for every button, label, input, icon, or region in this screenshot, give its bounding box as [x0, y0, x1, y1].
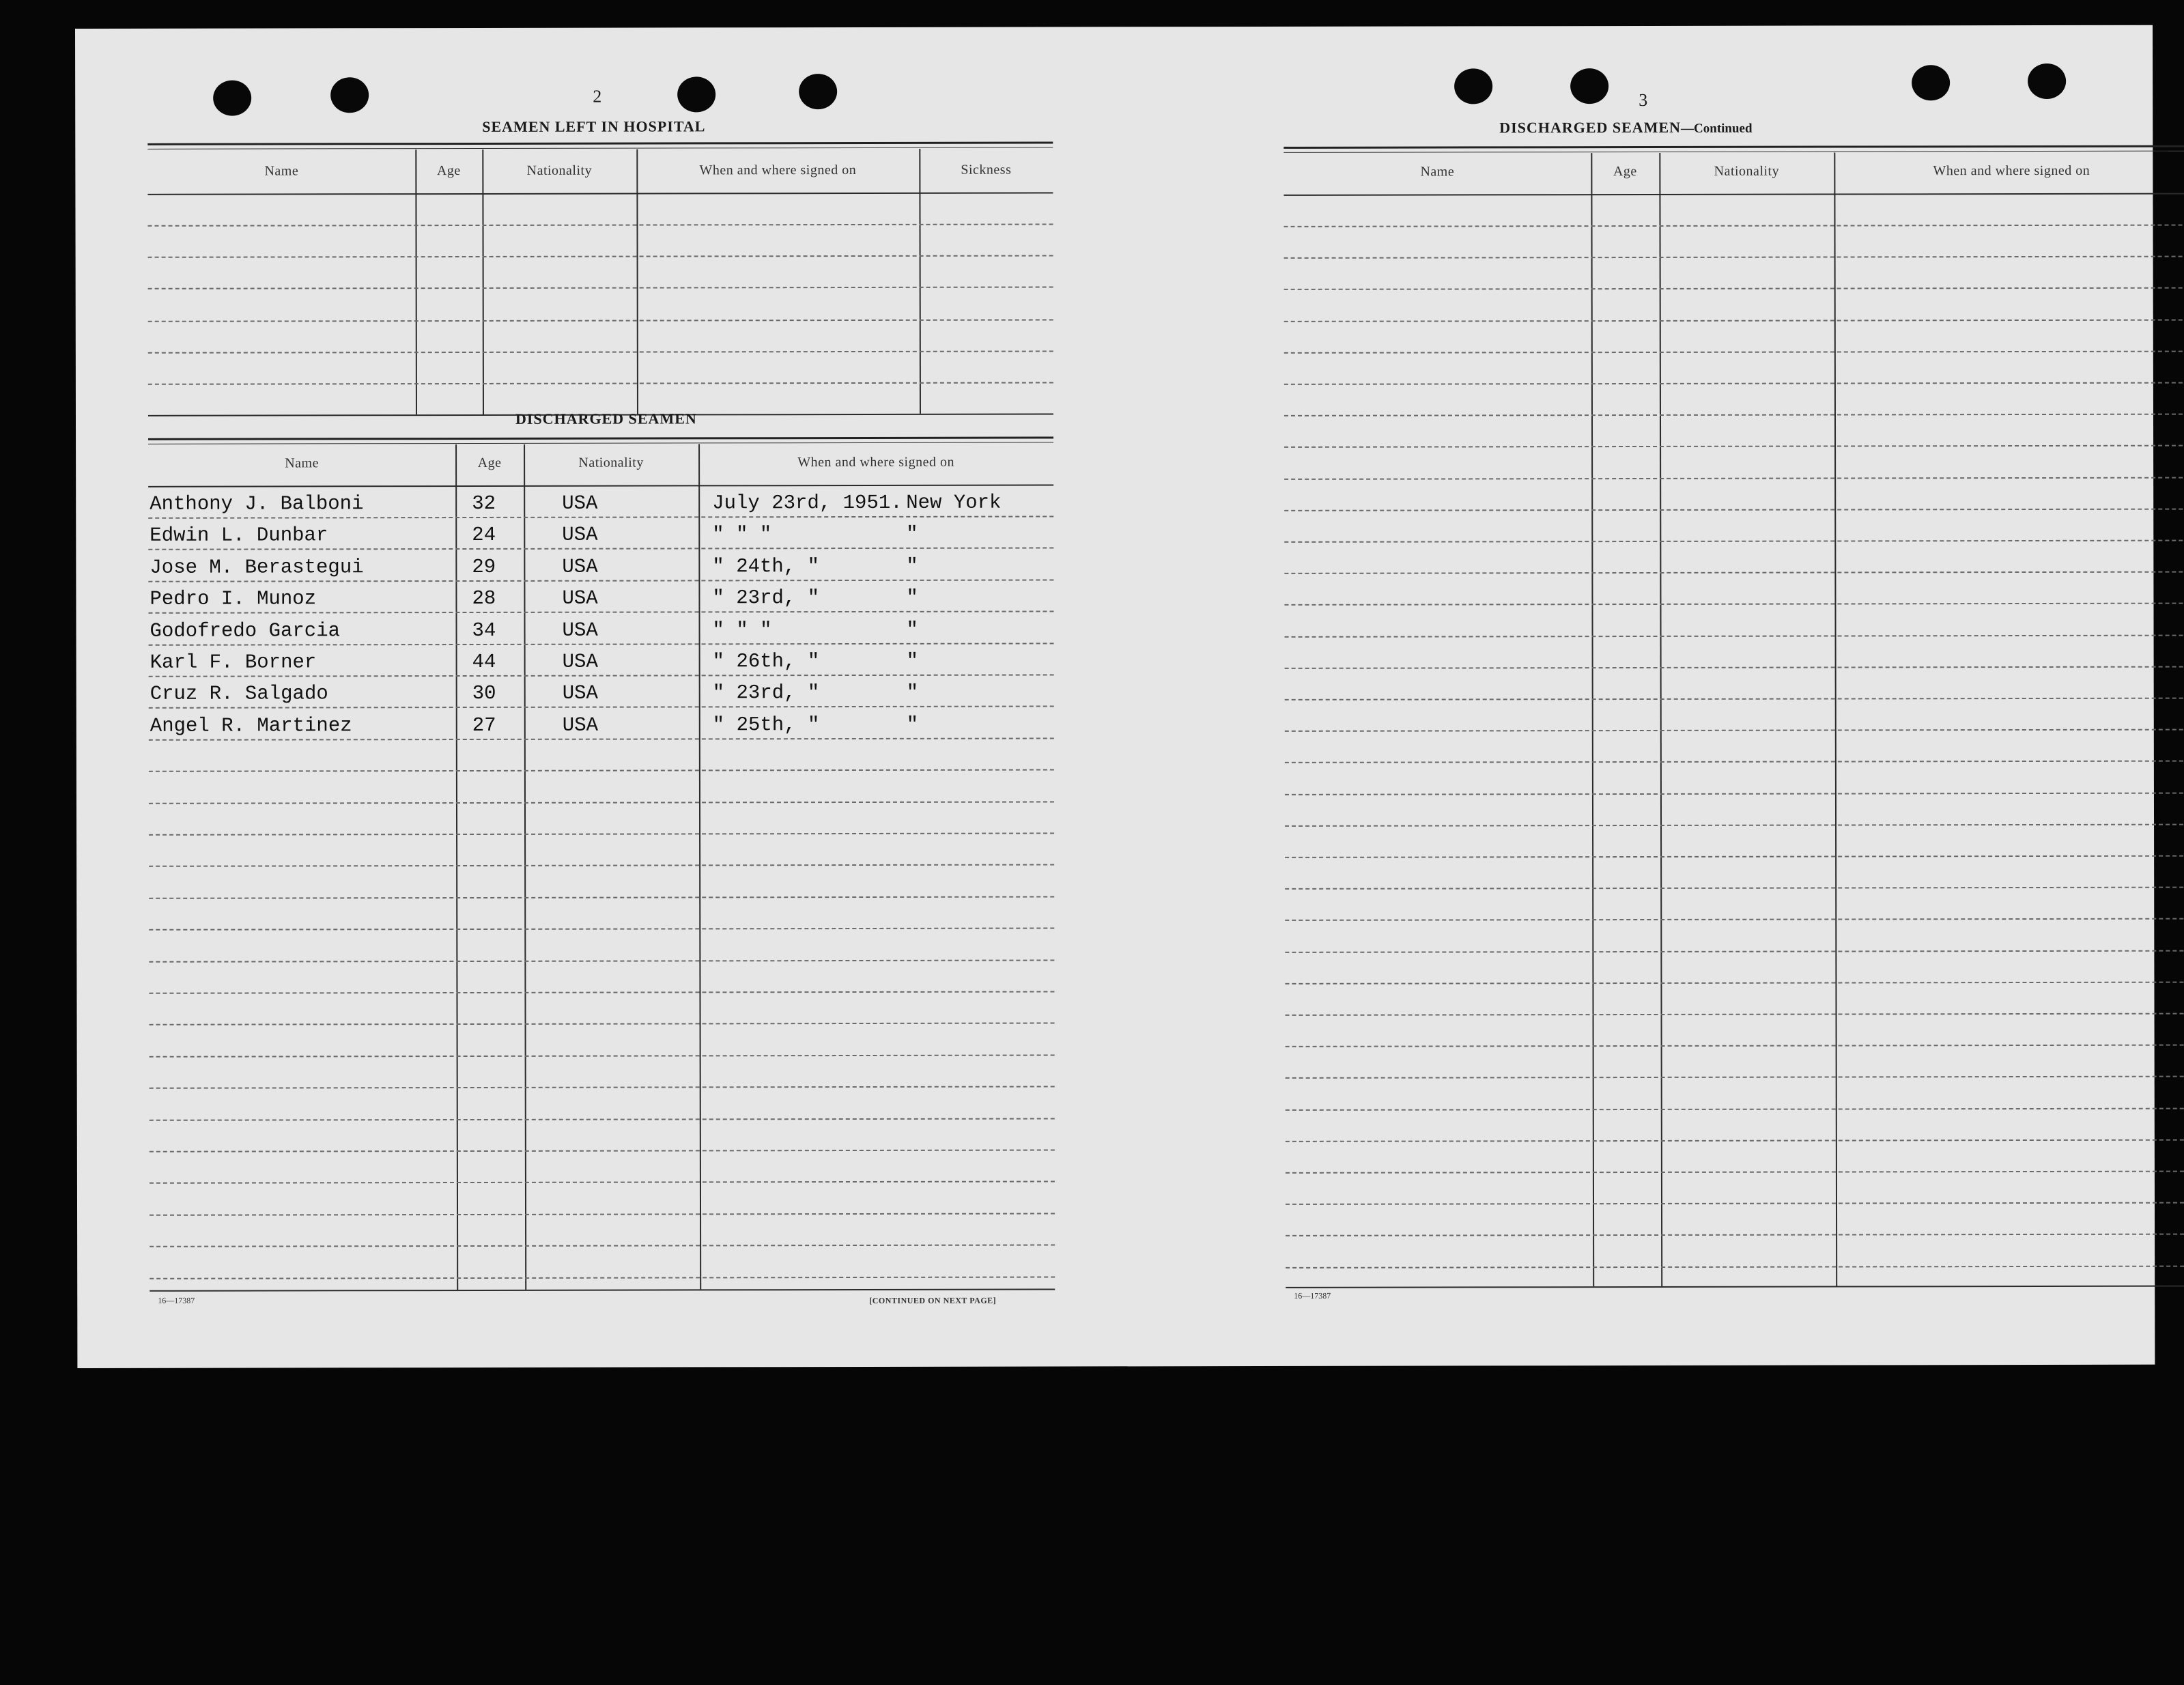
row-line [149, 769, 1054, 771]
column-header-nationality: Nationality [1714, 163, 1780, 179]
row-line [149, 991, 1054, 993]
column-divider [524, 444, 526, 1290]
column-header-name: Name [264, 163, 299, 179]
row-signed-date: " 23rd, " [712, 586, 820, 610]
table-rule [1284, 145, 2184, 153]
right-section-title-text: DISCHARGED SEAMEN [1499, 118, 1682, 137]
row-line [148, 350, 1053, 353]
row-line [148, 547, 1053, 550]
row-line [1284, 477, 2184, 480]
row-age: 44 [472, 650, 496, 673]
row-line [1286, 1076, 2184, 1079]
row-line [148, 579, 1053, 582]
row-line [150, 1118, 1055, 1120]
column-divider [482, 150, 484, 414]
right-page [1113, 25, 2155, 1367]
right-section-title-suffix: —Continued [1681, 121, 1753, 136]
left-page [75, 27, 1115, 1368]
column-divider [698, 444, 701, 1289]
row-line [1284, 225, 2184, 227]
continued-note: [CONTINUED ON NEXT PAGE] [869, 1295, 997, 1305]
header-underline [148, 484, 1053, 487]
row-nationality: USA [562, 650, 598, 673]
row-line [1285, 950, 2184, 953]
form-number: 16—17387 [1294, 1290, 1331, 1301]
row-signed-port: " [906, 713, 919, 736]
column-header-signed-on: When and where signed on [1933, 162, 2090, 179]
row-line [149, 832, 1054, 835]
column-divider [1659, 153, 1662, 1286]
hospital-section-title: SEAMEN LEFT IN HOSPITAL [482, 117, 706, 135]
row-line [1284, 414, 2184, 416]
row-line [148, 320, 1053, 322]
header-underline [1284, 193, 2184, 196]
row-age: 30 [472, 681, 496, 705]
row-age: 32 [472, 492, 496, 515]
row-line [1285, 824, 2184, 827]
row-name: Karl F. Borner [150, 651, 317, 674]
row-line [1285, 918, 2184, 921]
row-line [1284, 256, 2184, 259]
row-age: 29 [472, 555, 496, 578]
row-line [149, 705, 1054, 708]
row-line [1285, 729, 2184, 732]
row-line [149, 959, 1054, 962]
table-bottom-rule [150, 1288, 1055, 1291]
row-line [148, 224, 1053, 227]
row-name: Pedro I. Munoz [150, 587, 317, 610]
row-line [149, 927, 1054, 930]
row-nationality: USA [562, 713, 599, 737]
row-line [150, 1276, 1055, 1279]
row-line [149, 896, 1054, 898]
row-line [1286, 1234, 2184, 1236]
row-line [1284, 509, 2184, 511]
column-divider [1591, 153, 1594, 1286]
page-number: 3 [1639, 89, 1648, 111]
right-rows [1113, 25, 2153, 27]
row-line [148, 255, 1053, 258]
row-name: Edwin L. Dunbar [150, 524, 328, 547]
column-header-nationality: Nationality [578, 455, 644, 470]
row-signed-port: " [906, 649, 919, 672]
row-nationality: USA [562, 619, 598, 642]
right-section-title [1499, 119, 1752, 137]
row-line [1286, 1266, 2184, 1269]
row-signed-port: New York [906, 491, 1002, 514]
row-nationality: USA [562, 681, 598, 705]
row-name: Angel R. Martinez [150, 714, 352, 737]
row-signed-port: " [906, 554, 918, 578]
row-line [150, 1086, 1055, 1088]
row-line [1286, 1171, 2184, 1174]
column-divider [455, 444, 458, 1290]
row-name: Anthony J. Balboni [150, 492, 364, 515]
row-name: Godofredo Garcia [150, 619, 341, 642]
row-age: 27 [472, 713, 496, 737]
header-underline [147, 193, 1053, 195]
row-line [1285, 887, 2184, 890]
column-divider [1834, 153, 1837, 1286]
row-line [148, 382, 1053, 384]
row-age: 28 [472, 586, 496, 610]
column-header-name: Name [285, 455, 320, 471]
table-bottom-rule [1286, 1286, 2184, 1288]
row-line [1284, 287, 2184, 290]
row-line [150, 1022, 1055, 1025]
discharged-section-title: DISCHARGED SEAMEN [515, 410, 697, 427]
row-line [1286, 1139, 2184, 1142]
column-header-age: Age [436, 163, 461, 179]
row-line [1284, 603, 2184, 606]
document-sheet [75, 25, 2155, 1368]
row-line [150, 1149, 1055, 1152]
row-line [148, 515, 1053, 518]
table-rule [147, 142, 1053, 150]
page-number: 2 [593, 86, 602, 107]
column-divider [636, 150, 638, 414]
row-line [1285, 635, 2184, 638]
row-signed-port: " [906, 618, 918, 641]
column-header-name: Name [1420, 164, 1455, 180]
column-header-age: Age [477, 455, 502, 470]
row-line [149, 864, 1054, 866]
row-line [149, 801, 1054, 804]
column-header-sickness: Sickness [961, 162, 1012, 178]
row-line [1285, 761, 2184, 763]
row-signed-port: " [906, 586, 918, 609]
row-signed-date: " 25th, " [712, 713, 820, 737]
row-nationality: USA [562, 555, 598, 578]
row-line [1285, 855, 2184, 858]
row-line [1285, 982, 2184, 985]
row-line [148, 610, 1053, 613]
row-name: Jose M. Berastegui [150, 556, 364, 579]
row-line [149, 674, 1054, 677]
row-signed-date: July 23rd, 1951. [712, 491, 903, 515]
column-header-nationality: Nationality [526, 162, 593, 178]
row-line [1286, 1108, 2184, 1111]
row-line [1286, 1013, 2184, 1016]
row-line [150, 1054, 1055, 1057]
row-nationality: USA [562, 523, 598, 546]
column-header-signed-on: When and where signed on [797, 454, 954, 470]
column-divider [919, 149, 921, 414]
row-signed-date: " 23rd, " [712, 681, 820, 705]
row-nationality: USA [562, 492, 598, 515]
row-age: 34 [472, 619, 496, 642]
form-number: 16—17387 [158, 1295, 195, 1305]
row-line [1285, 698, 2184, 700]
row-line [1285, 666, 2184, 669]
row-line [1284, 351, 2184, 354]
table-rule [148, 436, 1053, 444]
row-line [1284, 571, 2184, 574]
row-line [148, 287, 1053, 289]
row-signed-port: " [906, 681, 919, 704]
column-header-age: Age [1613, 164, 1637, 180]
row-signed-date: " " " [712, 619, 772, 642]
row-line [1286, 1202, 2184, 1205]
column-divider [415, 150, 417, 414]
row-line [1284, 445, 2184, 448]
row-line [1284, 320, 2184, 322]
row-signed-date: " 26th, " [712, 650, 820, 673]
row-age: 24 [472, 523, 496, 546]
row-line [150, 1213, 1055, 1215]
row-line [150, 1244, 1055, 1247]
row-signed-port: " [906, 522, 918, 546]
row-nationality: USA [562, 586, 598, 610]
row-line [1286, 1045, 2184, 1047]
row-signed-date: " " " [712, 523, 772, 546]
row-line [149, 642, 1054, 645]
row-line [1284, 382, 2184, 385]
row-line [150, 1180, 1055, 1183]
row-name: Cruz R. Salgado [150, 682, 328, 705]
row-signed-date: " 24th, " [712, 555, 820, 578]
row-line [1284, 540, 2184, 543]
column-header-signed-on: When and where signed on [699, 162, 857, 178]
row-line [1285, 793, 2184, 795]
row-line [149, 737, 1054, 740]
